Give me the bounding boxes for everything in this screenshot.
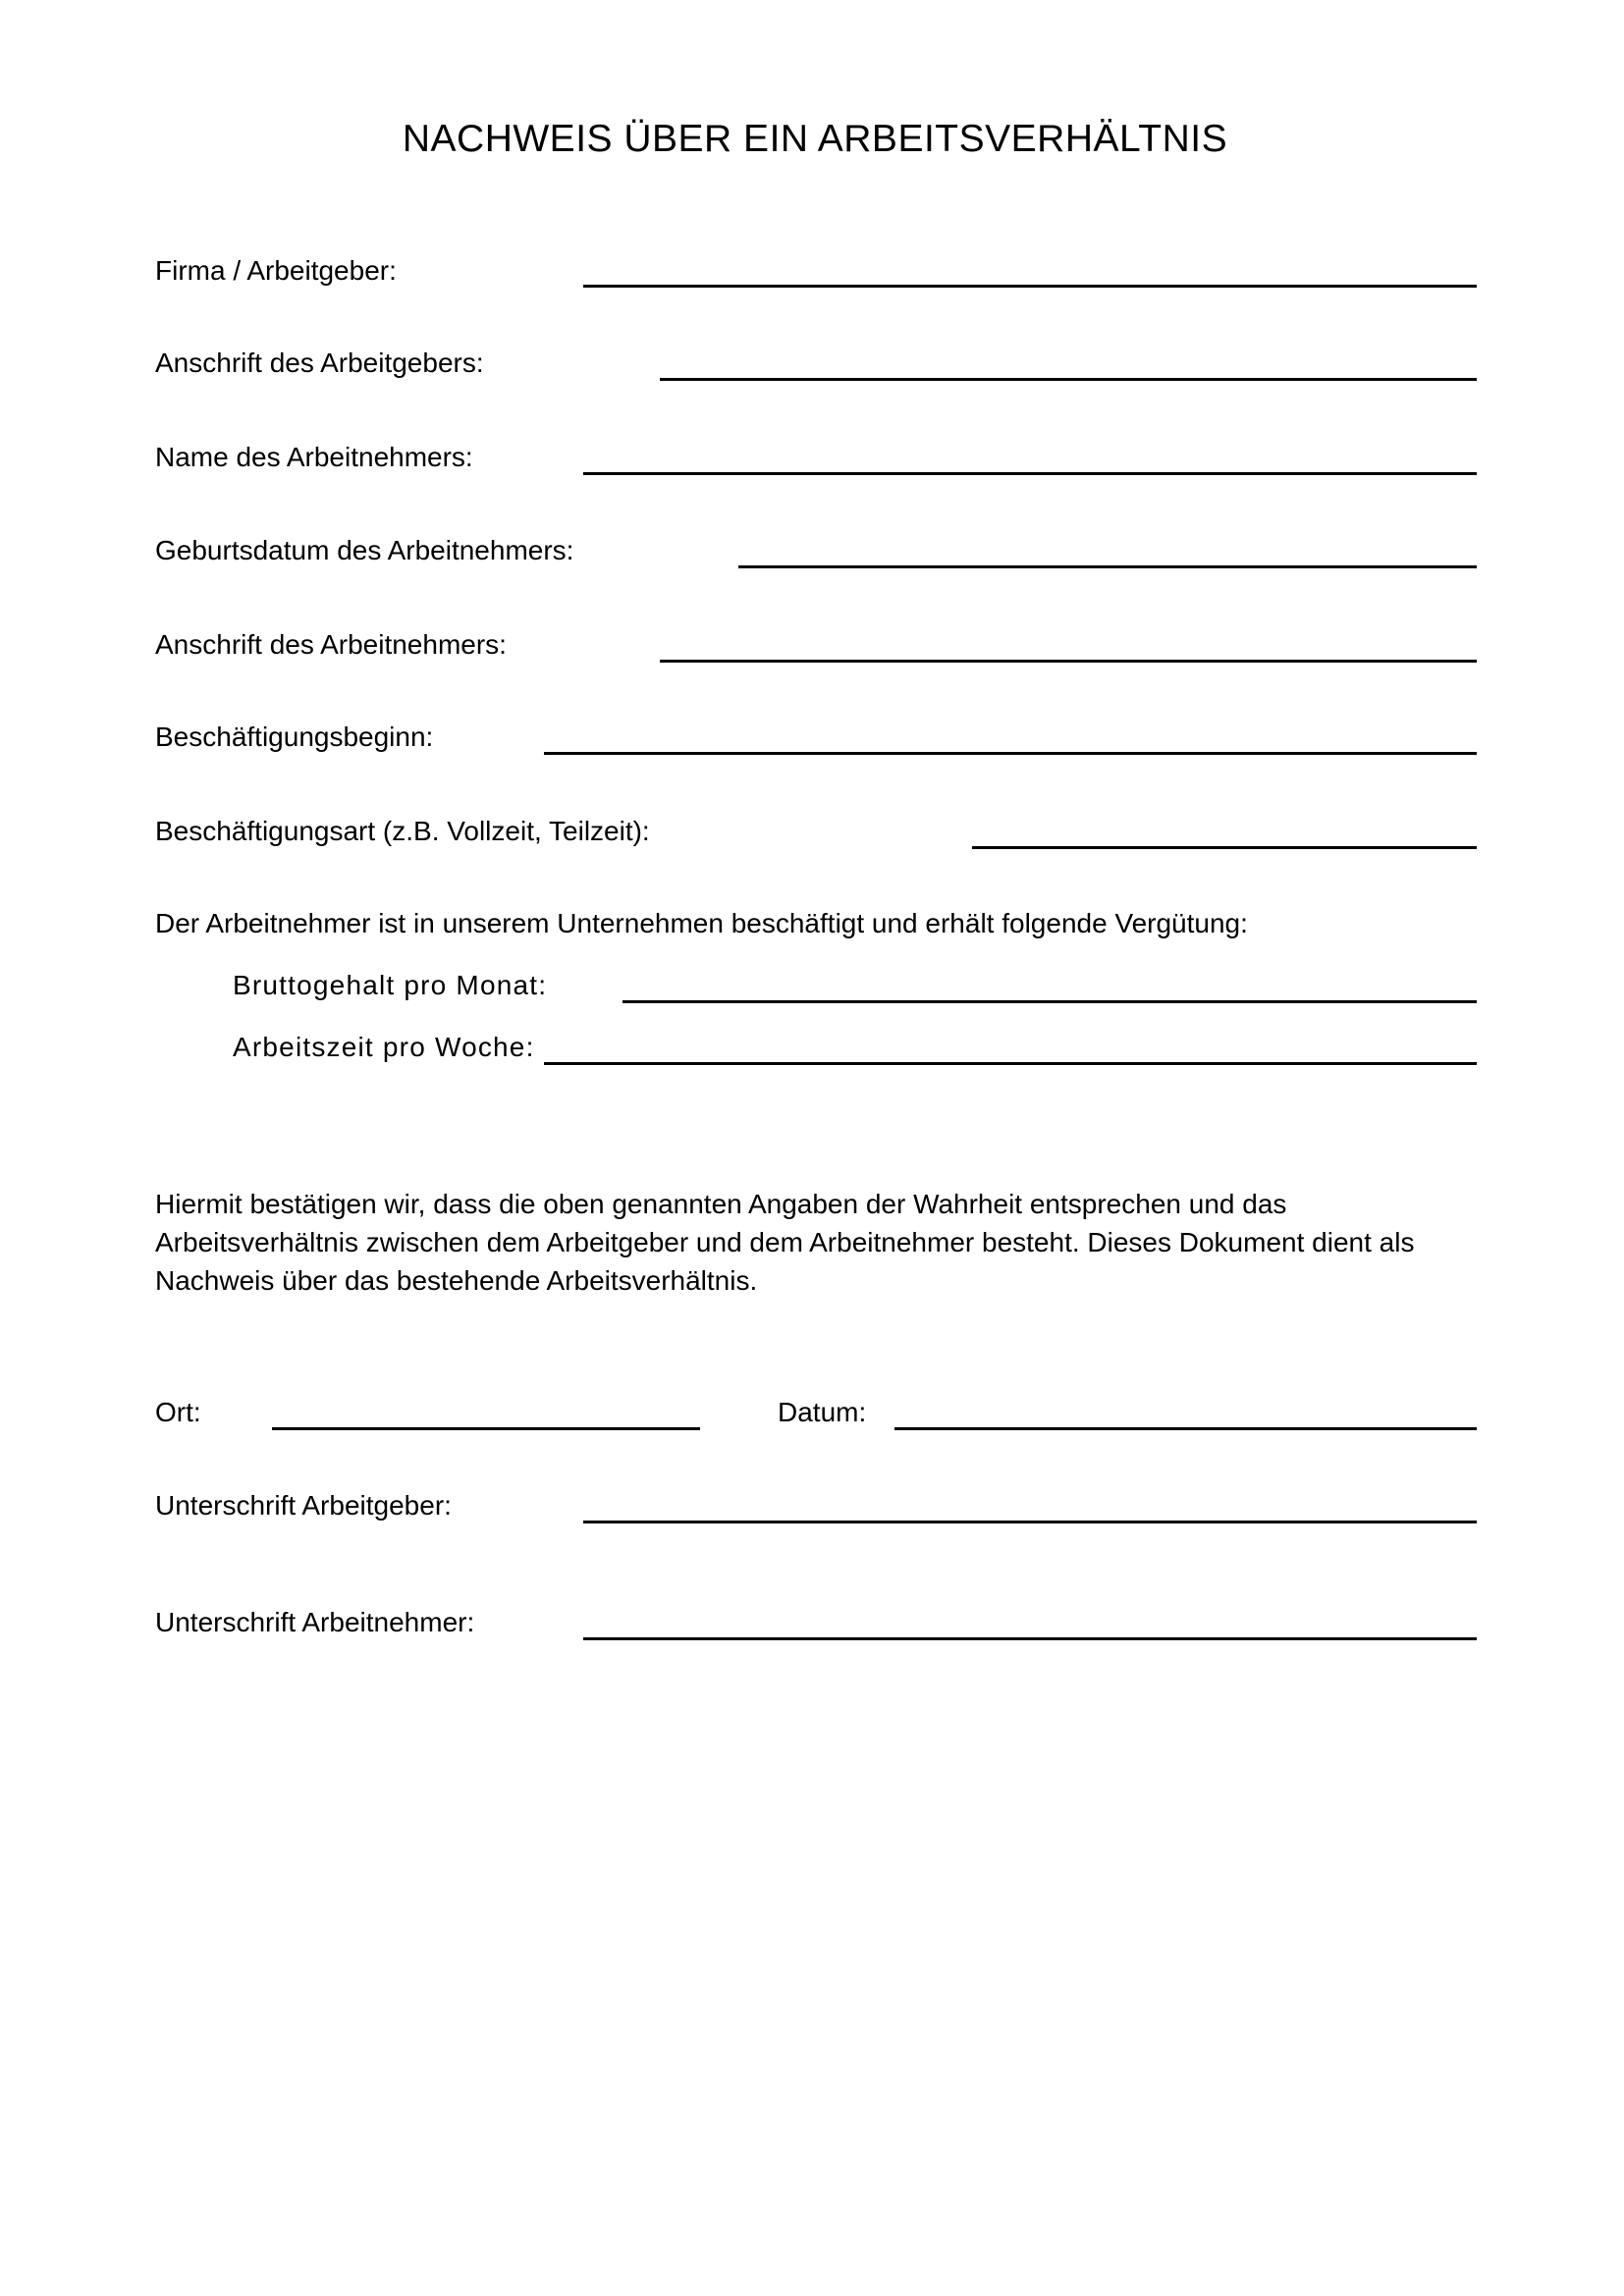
employee-name-label: Name des Arbeitnehmers: bbox=[155, 442, 473, 472]
confirmation-line-3: Nachweis über das bestehende Arbeitsverhältnis. bbox=[155, 1265, 758, 1296]
employee-address-label: Anschrift des Arbeitnehmers: bbox=[155, 629, 507, 660]
employee-signature-label: Unterschrift Arbeitnehmer: bbox=[155, 1607, 475, 1637]
employee-address-field[interactable] bbox=[660, 660, 1477, 663]
employee-name-field[interactable] bbox=[583, 472, 1477, 475]
weekly-hours-field[interactable] bbox=[544, 1062, 1477, 1065]
place-field[interactable] bbox=[272, 1427, 700, 1430]
employer-signature-label: Unterschrift Arbeitgeber: bbox=[155, 1490, 452, 1521]
place-label: Ort: bbox=[155, 1397, 201, 1427]
employment-type-field[interactable] bbox=[972, 846, 1477, 849]
employment-type-label: Beschäftigungsart (z.B. Vollzeit, Teilzeit): bbox=[155, 816, 650, 846]
document-title: NACHWEIS ÜBER EIN ARBEITSVERHÄLTNIS bbox=[402, 118, 1228, 160]
employment-start-label: Beschäftigungsbeginn: bbox=[155, 721, 434, 752]
employer-address-label: Anschrift des Arbeitgebers: bbox=[155, 347, 484, 378]
weekly-hours-label: Arbeitszeit pro Woche: bbox=[233, 1032, 535, 1062]
employment-start-field[interactable] bbox=[544, 752, 1477, 755]
gross-salary-label: Bruttogehalt pro Monat: bbox=[233, 970, 548, 1000]
employer-signature-field[interactable] bbox=[583, 1521, 1477, 1523]
compensation-intro: Der Arbeitnehmer ist in unserem Unternehmen beschäftigt und erhält folgende Vergütung: bbox=[155, 908, 1248, 938]
date-label: Datum: bbox=[778, 1397, 867, 1427]
confirmation-paragraph bbox=[155, 1185, 1471, 1300]
confirmation-line-2: Arbeitsverhältnis zwischen dem Arbeitgeber und dem Arbeitnehmer besteht. Dieses Dokument dient als bbox=[155, 1227, 1415, 1257]
employee-birthdate-label: Geburtsdatum des Arbeitnehmers: bbox=[155, 535, 574, 565]
date-field[interactable] bbox=[894, 1427, 1477, 1430]
employee-signature-field[interactable] bbox=[583, 1637, 1477, 1640]
employer-label: Firma / Arbeitgeber: bbox=[155, 255, 397, 286]
employer-address-field[interactable] bbox=[660, 378, 1477, 381]
confirmation-line-1: Hiermit bestätigen wir, dass die oben genannten Angaben der Wahrheit entsprechen und das bbox=[155, 1189, 1287, 1219]
employer-field[interactable] bbox=[583, 285, 1477, 288]
gross-salary-field[interactable] bbox=[623, 1000, 1477, 1003]
employee-birthdate-field[interactable] bbox=[738, 565, 1477, 568]
